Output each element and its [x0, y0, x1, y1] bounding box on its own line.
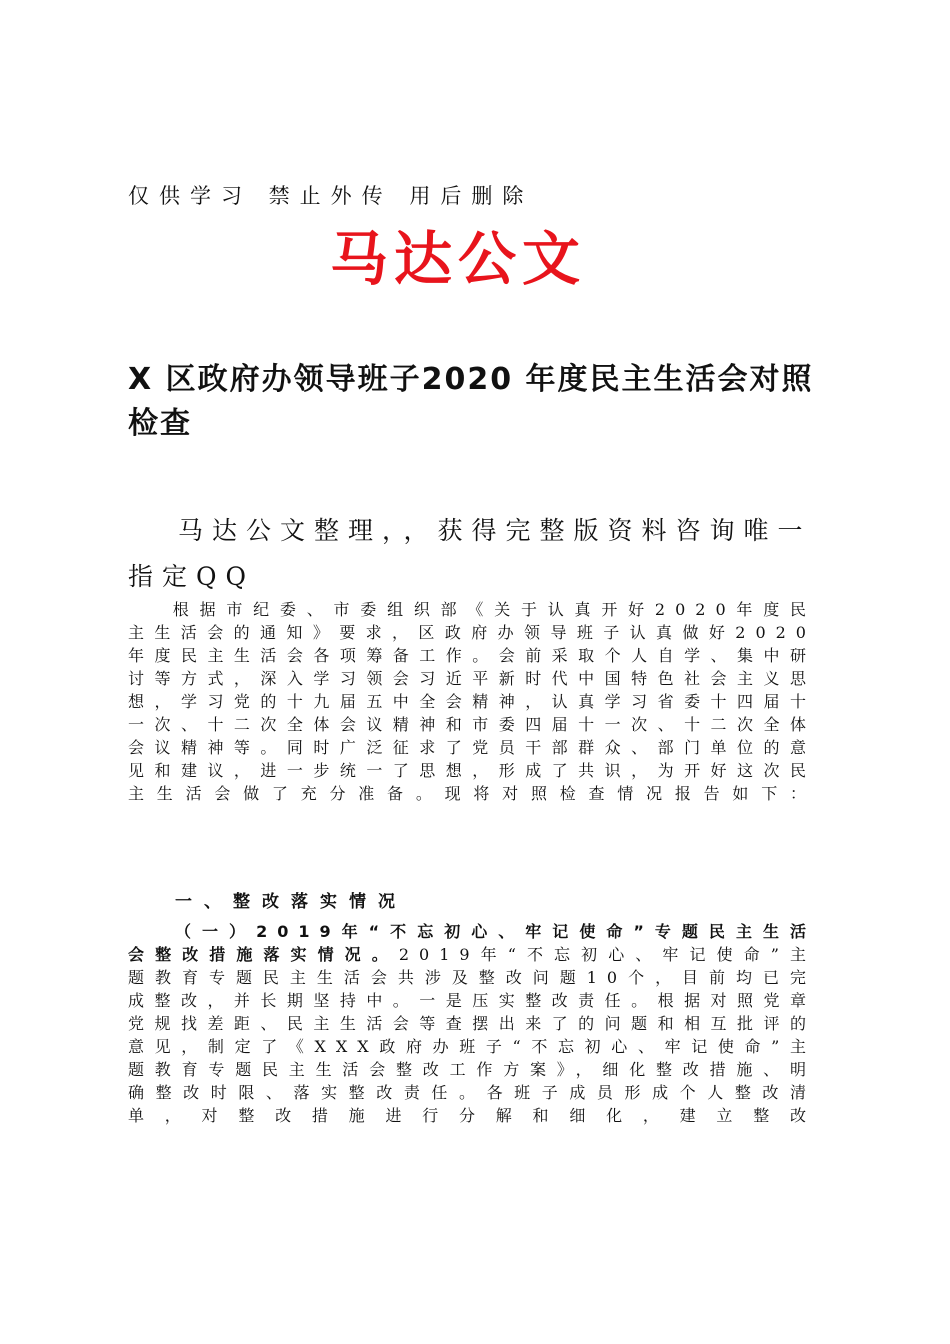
paragraph-subsection-1	[128, 920, 816, 1127]
paragraph-preparation	[128, 598, 816, 805]
section-heading-rectification: 一、整改落实情况	[175, 892, 407, 912]
subsection-heading: （一）2019年“不忘初心、牢记使命”专题民主生活会整改措施落实情况。	[128, 922, 816, 964]
subsection-body-text: 2019年“不忘初心、牢记使命”主题教育专题民主生活会共涉及整改问题10个，目前均已完成整改，并长期坚持中。一是压实整改责任。根据对照党章党规找差距、民主生活会等查摆出来了的问题和相互批评的意见，制定了《XXX政府办班子“不忘初心、牢记使命”主题教育专题民主生活会整改工作方案》，细化整改措施、明确整改时限、落实整改责任。各班子成员形成个人整改清单，对整改措施进行分解和细化，建立整改	[128, 945, 816, 1125]
usage-notice: 仅供学习 禁止外传 用后删除	[128, 184, 534, 208]
document-title: X 区政府办领导班子2020 年度民主生活会对照检查	[128, 362, 814, 441]
intro-text: 马达公文整理，，获得完整版资料咨询唯一指定QQ	[128, 516, 812, 591]
brand-logo-text: 马达公文	[330, 225, 587, 293]
paragraph-preparation-text: 根据市纪委、市委组织部《关于认真开好2020年度民主生活会的通知》要求，区政府办领导班子认真做好2020年度民主生活会各项筹备工作。会前采取个人自学、集中研讨等方式，深入学习领会习近平新时代中国特色社会主义思想，学习党的十九届五中全会精神，认真学习省委十四届十一次、十二次全体会议精神和市委四届十一次、十二次全体会议精神等。同时广泛征求了党员干部群众、部门单位的意见和建议，进一步统一了思想，形成了共识，为开好这次民主生活会做了充分准备。现将对照检查情况报告如下：	[128, 600, 816, 803]
intro-line	[128, 508, 822, 600]
